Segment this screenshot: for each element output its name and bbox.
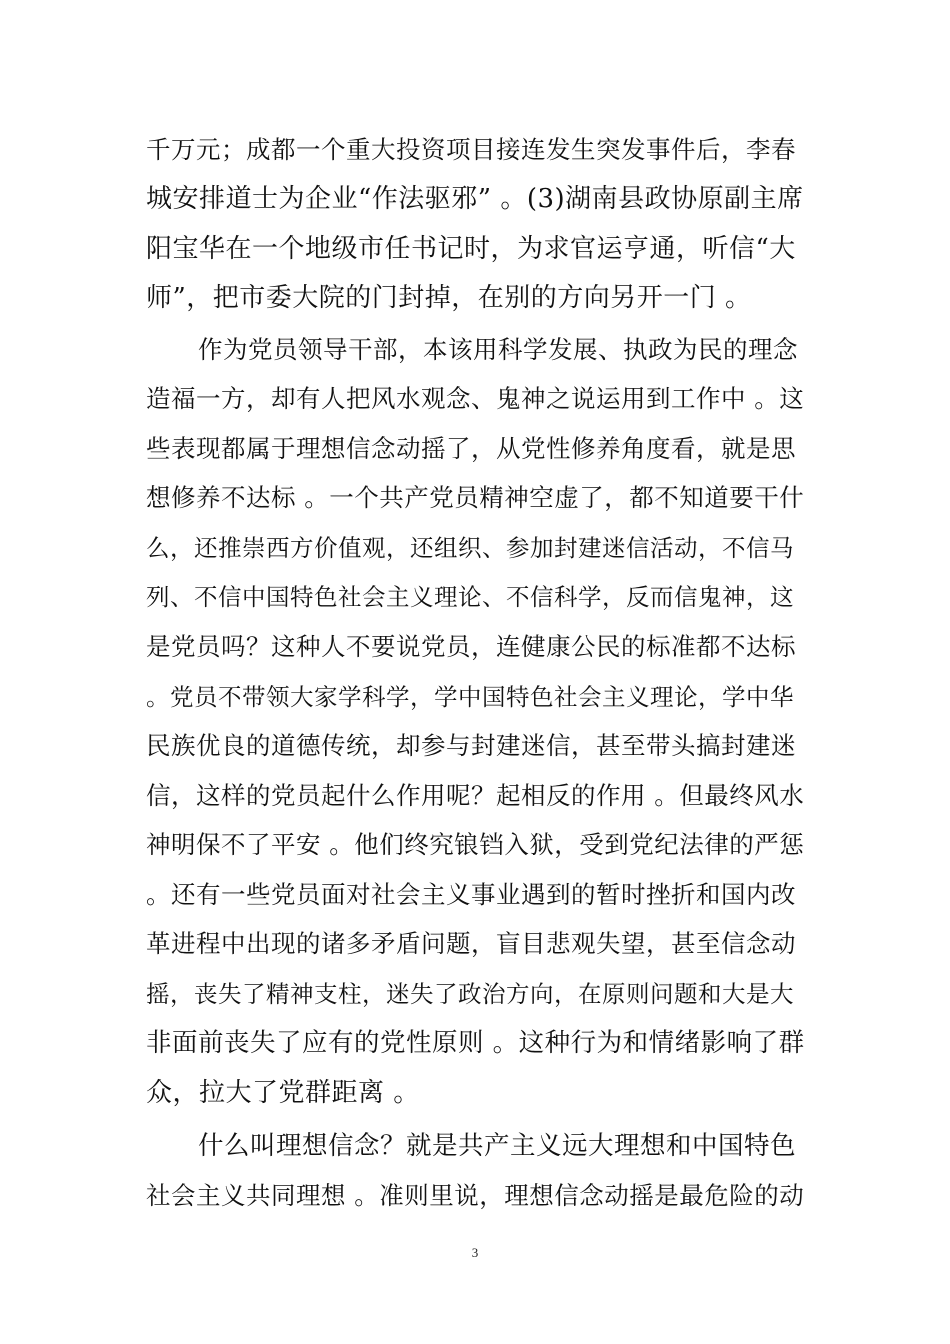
text-line: 革进程中出现的诸多矛盾问题，盲目悲观失望，甚至信念动 bbox=[146, 929, 796, 958]
text-line: 是党员吗？这种人不要说党员，连健康公民的标准都不达标 bbox=[146, 632, 796, 661]
text-line: 千万元；成都一个重大投资项目接连发生突发事件后，李春 bbox=[146, 135, 796, 164]
text-line: 想修养不达标 。一个共产党员精神空虚了，都不知道要干什 bbox=[146, 483, 805, 512]
text-line: 众，拉大了党群距离 。 bbox=[146, 1078, 420, 1108]
text-line: 师”，把市委大院的门封掉，在别的方向另开一门 。 bbox=[146, 283, 752, 313]
text-line: 些表现都属于理想信念动摇了，从党性修养角度看，就是思 bbox=[146, 434, 796, 463]
text-line: 。还有一些党员面对社会主义事业遇到的暂时挫折和国内改 bbox=[146, 880, 796, 909]
text-line: 阳宝华在一个地级市任书记时，为求官运亨通，听信“大 bbox=[146, 234, 796, 264]
text-line: 。党员不带领大家学科学，学中国特色社会主义理论，学中华 bbox=[146, 683, 794, 711]
text-line: 城安排道士为企业“作法驱邪” 。(3)湖南县政协原副主席 bbox=[146, 184, 804, 214]
text-line: 摇，丧失了精神支柱，迷失了政治方向，在原则问题和大是大 bbox=[146, 980, 794, 1008]
paragraph-start-line: 作为党员领导干部，本该用科学发展、执政为民的理念 bbox=[198, 335, 798, 364]
text-line: 神明保不了平安 。他们终究锒铛入狱，受到党纪法律的严惩 bbox=[146, 830, 805, 859]
text-line: 么，还推崇西方价值观，还组织、参加封建迷信活动，不信马 bbox=[146, 534, 794, 562]
page-number: 3 bbox=[471, 1245, 479, 1260]
text-line: 非面前丧失了应有的党性原则 。这种行为和情绪影响了群 bbox=[146, 1028, 805, 1058]
text-line: 社会主义共同理想 。准则里说，理想信念动摇是最危险的动 bbox=[146, 1181, 805, 1210]
text-line: 列、不信中国特色社会主义理论、不信科学，反而信鬼神，这 bbox=[146, 583, 794, 611]
paragraph-start-line: 什么叫理想信念？就是共产主义远大理想和中国特色 bbox=[198, 1131, 797, 1161]
text-line: 信，这样的党员起什么作用呢？起相反的作用 。但最终风水 bbox=[146, 781, 805, 810]
text-line: 造福一方，却有人把风水观念、鬼神之说运用到工作中 。这 bbox=[146, 384, 805, 413]
text-line: 民族优良的道德传统，却参与封建迷信，甚至带头搞封建迷 bbox=[146, 731, 796, 760]
